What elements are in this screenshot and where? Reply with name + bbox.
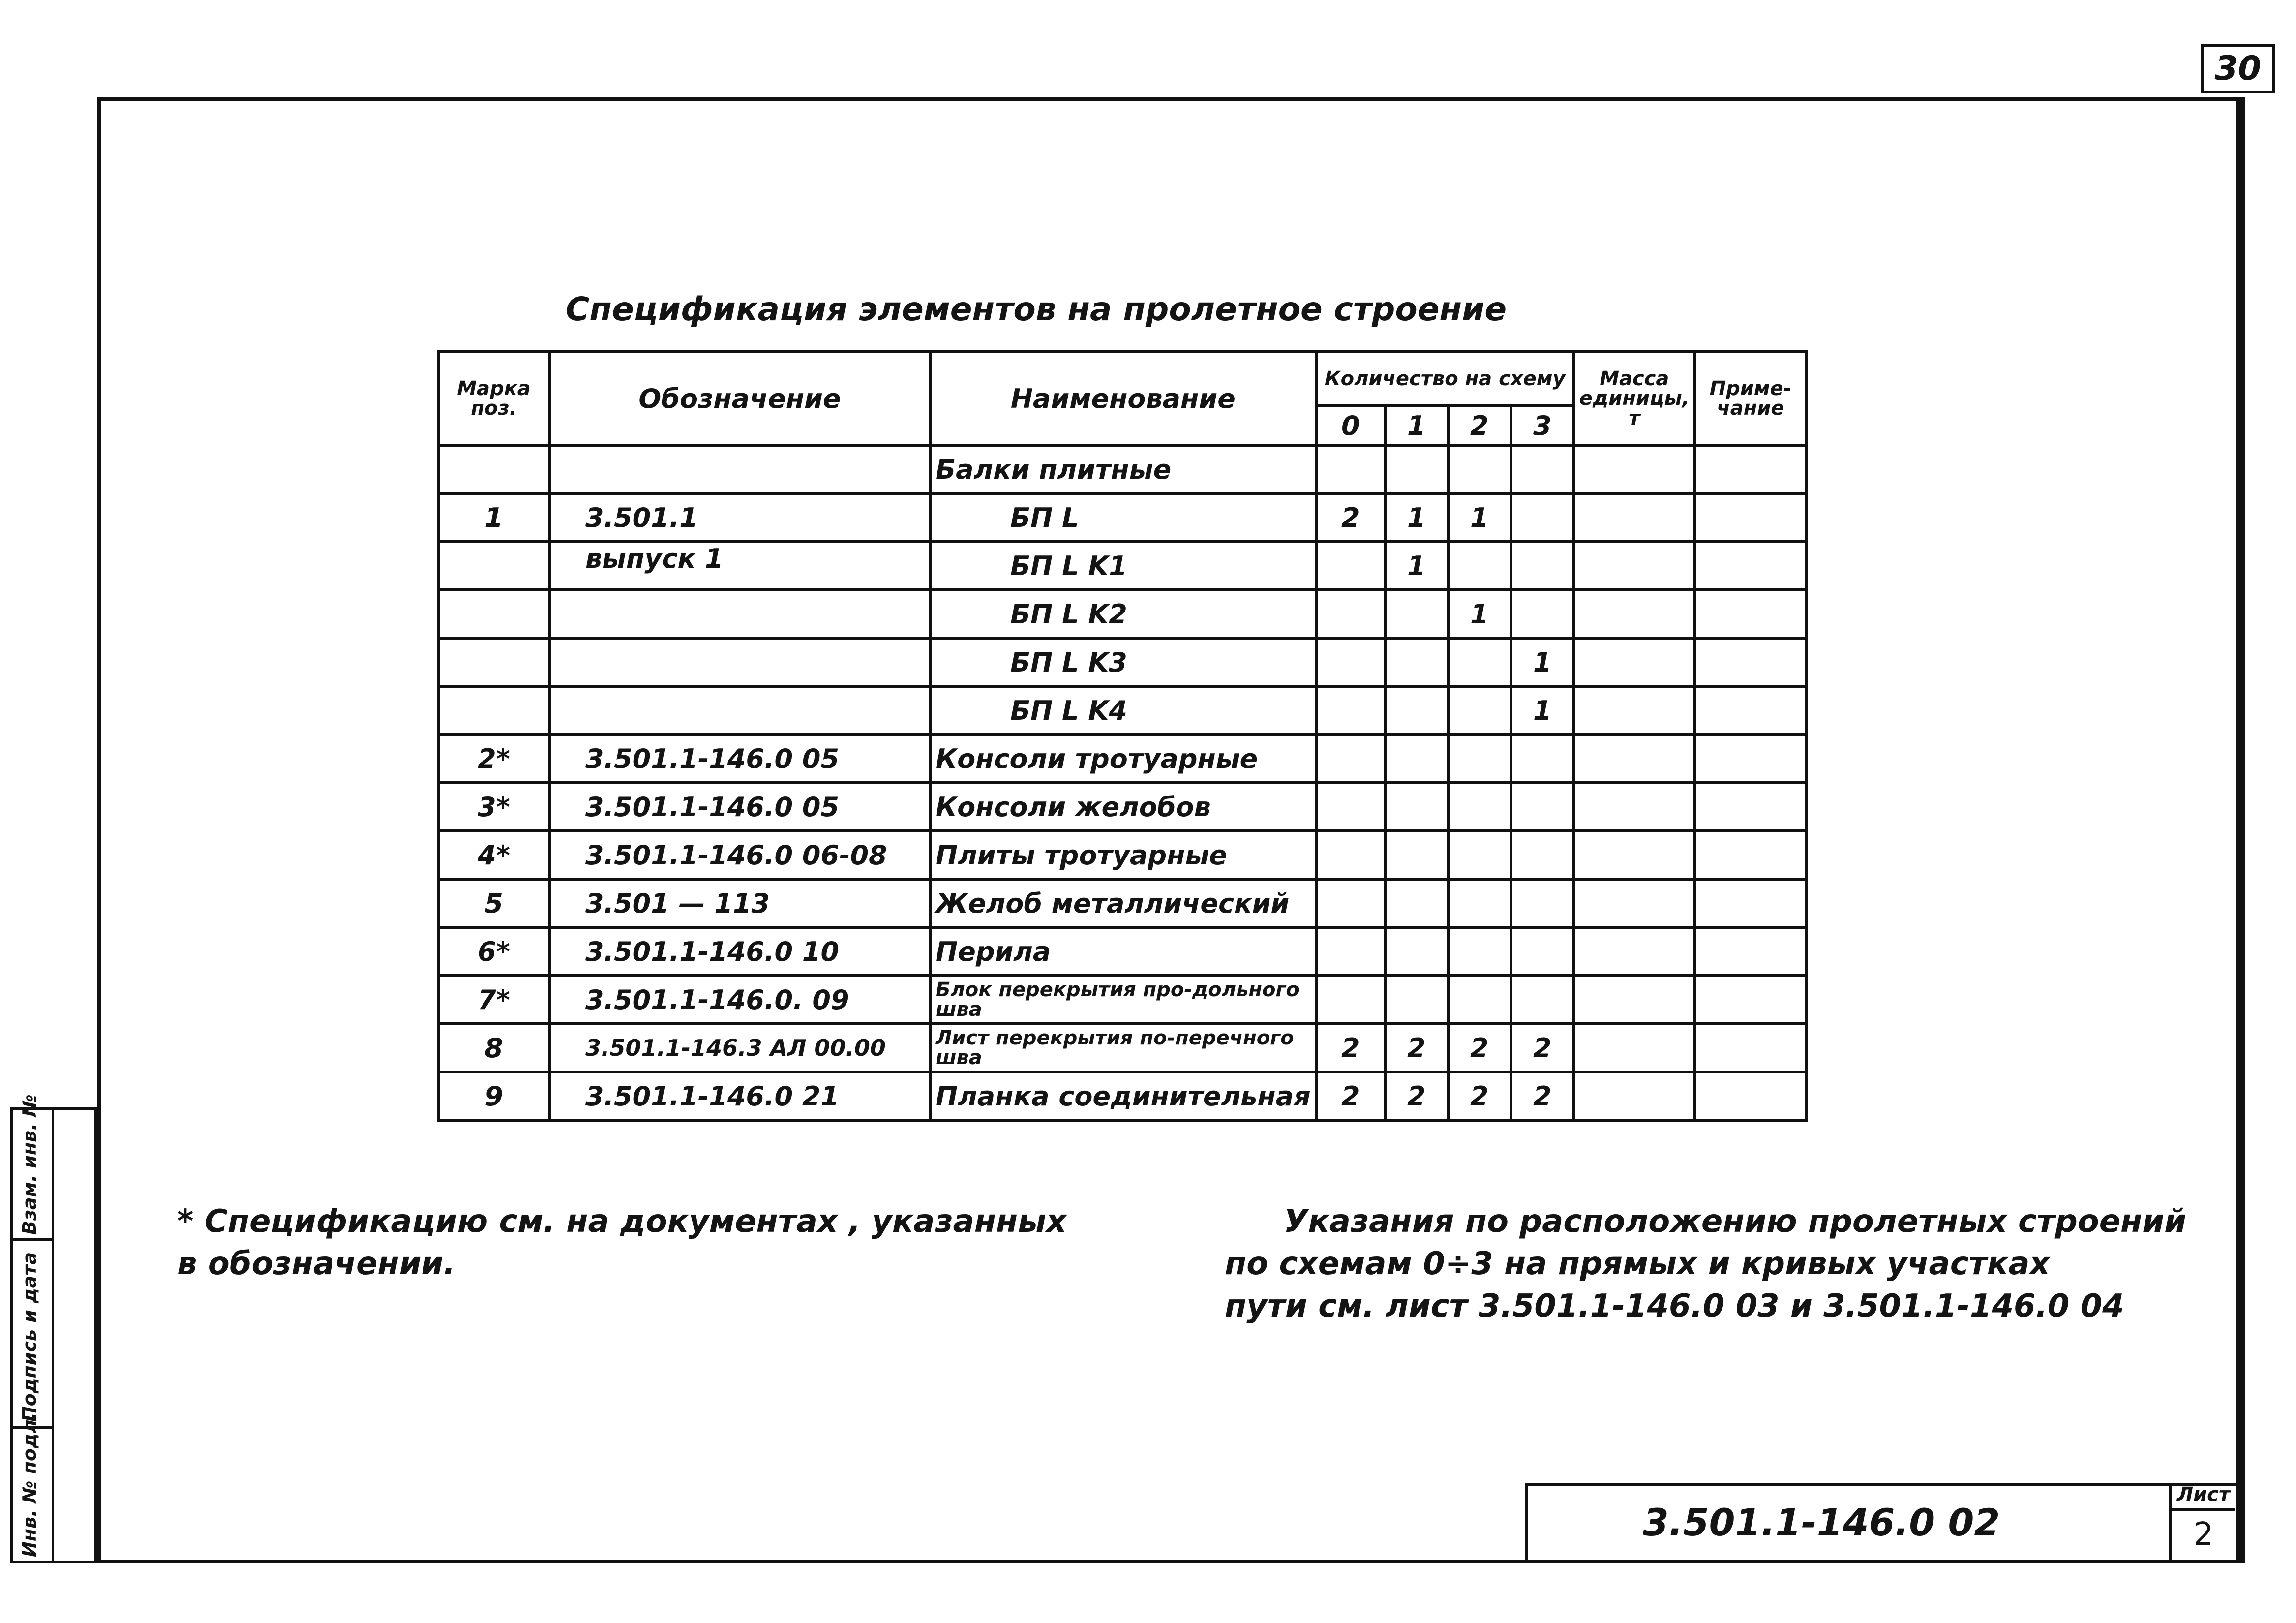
header-designation: Обозначение — [549, 352, 930, 445]
table-row — [438, 686, 1806, 735]
cell-q0 — [1316, 542, 1385, 590]
header-quantity: Количество на схему — [1316, 352, 1574, 406]
cell-q0 — [1316, 686, 1385, 735]
cell-q0: 2 — [1316, 493, 1385, 542]
table-row — [438, 976, 1806, 1024]
cell-designation — [549, 638, 930, 686]
cell-mark — [438, 445, 549, 493]
cell-mark: 4* — [438, 831, 549, 879]
page-title: Спецификация элементов на пролетное строение — [566, 290, 1507, 328]
page-number: 30 — [2201, 44, 2275, 93]
cell-note — [1695, 493, 1806, 542]
cell-name: БП L K1 — [930, 542, 1316, 590]
cell-q3 — [1511, 493, 1574, 542]
cell-q0 — [1316, 445, 1385, 493]
cell-q3 — [1511, 831, 1574, 879]
cell-q1 — [1385, 590, 1448, 638]
cell-mass — [1574, 831, 1695, 879]
cell-name: БП L — [930, 493, 1316, 542]
table-row — [438, 735, 1806, 783]
cell-note — [1695, 542, 1806, 590]
table-row — [438, 783, 1806, 831]
footnote — [177, 1200, 1066, 1285]
sheet-label: Лист — [2172, 1483, 2235, 1511]
cell-designation — [549, 590, 930, 638]
cell-mark: 1 — [438, 493, 549, 542]
cell-mass — [1574, 686, 1695, 735]
cell-q2 — [1448, 686, 1511, 735]
cell-mass — [1574, 638, 1695, 686]
header-note: Приме-чание — [1695, 352, 1806, 445]
cell-q2: 2 — [1448, 1024, 1511, 1072]
cell-mass — [1574, 735, 1695, 783]
cell-note — [1695, 638, 1806, 686]
cell-q1 — [1385, 686, 1448, 735]
cell-designation — [549, 445, 930, 493]
cell-designation: выпуск 1 — [549, 542, 930, 590]
cell-q1: 1 — [1385, 542, 1448, 590]
cell-mass — [1574, 542, 1695, 590]
cell-name: Плиты тротуарные — [930, 831, 1316, 879]
side-label-sign: Подпись и дата — [19, 1252, 40, 1422]
cell-designation: 3.501.1-146.0. 09 — [549, 976, 930, 1024]
cell-q2: 2 — [1448, 1072, 1511, 1120]
cell-mass — [1574, 1072, 1695, 1120]
cell-note — [1695, 1024, 1806, 1072]
cell-mass — [1574, 976, 1695, 1024]
cell-mass — [1574, 590, 1695, 638]
cell-note — [1695, 590, 1806, 638]
cell-mark — [438, 638, 549, 686]
cell-mass — [1574, 783, 1695, 831]
cell-q2 — [1448, 783, 1511, 831]
cell-q0 — [1316, 783, 1385, 831]
cell-mass — [1574, 493, 1695, 542]
cell-designation: 3.501.1-146.3 АЛ 00.00 — [549, 1024, 930, 1072]
cell-designation: 3.501.1-146.0 06-08 — [549, 831, 930, 879]
header-scheme-2: 2 — [1448, 406, 1511, 445]
document-code: 3.501.1-146.0 02 — [1643, 1501, 2000, 1544]
cell-q3: 1 — [1511, 638, 1574, 686]
sheet-number: 2 — [2193, 1516, 2214, 1553]
header-name: Наименование — [930, 352, 1316, 445]
cell-q3 — [1511, 542, 1574, 590]
cell-note — [1695, 927, 1806, 976]
cell-designation: 3.501.1-146.0 05 — [549, 735, 930, 783]
table-row — [438, 1024, 1806, 1072]
cell-q1: 2 — [1385, 1072, 1448, 1120]
cell-q2 — [1448, 976, 1511, 1024]
cell-q2 — [1448, 879, 1511, 927]
cell-q3 — [1511, 879, 1574, 927]
cell-q1: 2 — [1385, 1024, 1448, 1072]
cell-note — [1695, 735, 1806, 783]
cell-q0 — [1316, 590, 1385, 638]
cell-mark: 3* — [438, 783, 549, 831]
cell-note — [1695, 445, 1806, 493]
cell-q3 — [1511, 783, 1574, 831]
cell-q3 — [1511, 927, 1574, 976]
cell-mark: 6* — [438, 927, 549, 976]
table-row — [438, 831, 1806, 879]
cell-q0 — [1316, 879, 1385, 927]
cell-name: БП L K2 — [930, 590, 1316, 638]
cell-q3: 2 — [1511, 1072, 1574, 1120]
table-row — [438, 879, 1806, 927]
cell-q2: 1 — [1448, 590, 1511, 638]
cell-q3: 2 — [1511, 1024, 1574, 1072]
cell-mark: 8 — [438, 1024, 549, 1072]
cell-q0 — [1316, 927, 1385, 976]
cell-q2 — [1448, 735, 1511, 783]
cell-designation: 3.501 — 113 — [549, 879, 930, 927]
cell-designation: 3.501.1-146.0 21 — [549, 1072, 930, 1120]
cell-mark — [438, 542, 549, 590]
cell-q0: 2 — [1316, 1024, 1385, 1072]
cell-q0 — [1316, 735, 1385, 783]
cell-q1 — [1385, 638, 1448, 686]
instruction-line-3: пути см. лист 3.501.1-146.0 03 и 3.501.1-146.0 04 — [1225, 1288, 2124, 1324]
cell-name: БП L K4 — [930, 686, 1316, 735]
cell-name: Лист перекрытия по-перечного шва — [930, 1024, 1316, 1072]
cell-mark: 7* — [438, 976, 549, 1024]
cell-note — [1695, 879, 1806, 927]
cell-name: Желоб металлический — [930, 879, 1316, 927]
cell-q2 — [1448, 445, 1511, 493]
table-row — [438, 493, 1806, 542]
cell-q1 — [1385, 831, 1448, 879]
cell-mark — [438, 590, 549, 638]
instruction-line-2: по схемам 0÷3 на прямых и кривых участках — [1225, 1246, 2050, 1282]
cell-name: Перила — [930, 927, 1316, 976]
header-mass: Масса единицы, т — [1574, 352, 1695, 445]
cell-q3: 1 — [1511, 686, 1574, 735]
cell-mass — [1574, 927, 1695, 976]
table-row — [438, 1072, 1806, 1120]
side-label-replace: Взам. инв. № — [19, 1094, 40, 1235]
cell-q3 — [1511, 735, 1574, 783]
cell-q1 — [1385, 879, 1448, 927]
header-scheme-3: 3 — [1511, 406, 1574, 445]
instruction-note — [1225, 1200, 2186, 1327]
footnote-line-2: в обозначении. — [177, 1246, 455, 1282]
cell-note — [1695, 783, 1806, 831]
cell-q0 — [1316, 831, 1385, 879]
cell-q1 — [1385, 976, 1448, 1024]
header-mark: Марка поз. — [438, 352, 549, 445]
cell-note — [1695, 976, 1806, 1024]
table-row — [438, 927, 1806, 976]
cell-q0: 2 — [1316, 1072, 1385, 1120]
cell-mark: 9 — [438, 1072, 549, 1120]
cell-mass — [1574, 445, 1695, 493]
cell-q2 — [1448, 927, 1511, 976]
cell-q3 — [1511, 590, 1574, 638]
cell-q1 — [1385, 735, 1448, 783]
instruction-line-1: Указания по расположению пролетных строений — [1284, 1203, 2187, 1240]
cell-designation: 3.501.1 — [549, 493, 930, 542]
cell-mark: 5 — [438, 879, 549, 927]
footnote-line-1: * Спецификацию см. на документах , указанных — [177, 1203, 1067, 1240]
cell-name: БП L K3 — [930, 638, 1316, 686]
cell-designation: 3.501.1-146.0 05 — [549, 783, 930, 831]
cell-mass — [1574, 879, 1695, 927]
cell-note — [1695, 1072, 1806, 1120]
header-scheme-1: 1 — [1385, 406, 1448, 445]
cell-name: Блок перекрытия про-дольного шва — [930, 976, 1316, 1024]
cell-mark — [438, 686, 549, 735]
cell-name: Планка соединительная — [930, 1072, 1316, 1120]
cell-name: Балки плитные — [930, 445, 1316, 493]
table-row — [438, 542, 1806, 590]
cell-designation — [549, 686, 930, 735]
right-frame-bar — [2236, 97, 2245, 1563]
cell-name: Консоли тротуарные — [930, 735, 1316, 783]
header-scheme-0: 0 — [1316, 406, 1385, 445]
cell-q0 — [1316, 976, 1385, 1024]
table-row — [438, 638, 1806, 686]
cell-q3 — [1511, 445, 1574, 493]
cell-q2 — [1448, 542, 1511, 590]
cell-q1 — [1385, 927, 1448, 976]
cell-designation: 3.501.1-146.0 10 — [549, 927, 930, 976]
cell-q1: 1 — [1385, 493, 1448, 542]
table-row — [438, 590, 1806, 638]
cell-q1 — [1385, 783, 1448, 831]
cell-name: Консоли желобов — [930, 783, 1316, 831]
cell-q1 — [1385, 445, 1448, 493]
cell-q0 — [1316, 638, 1385, 686]
cell-note — [1695, 831, 1806, 879]
cell-mass — [1574, 1024, 1695, 1072]
cell-q2 — [1448, 831, 1511, 879]
cell-mark: 2* — [438, 735, 549, 783]
cell-q2: 1 — [1448, 493, 1511, 542]
spec-table — [437, 350, 1808, 1122]
cell-q2 — [1448, 638, 1511, 686]
cell-q3 — [1511, 976, 1574, 1024]
side-label-inv: Инв. № подл. — [19, 1412, 40, 1557]
cell-note — [1695, 686, 1806, 735]
table-row — [438, 445, 1806, 493]
